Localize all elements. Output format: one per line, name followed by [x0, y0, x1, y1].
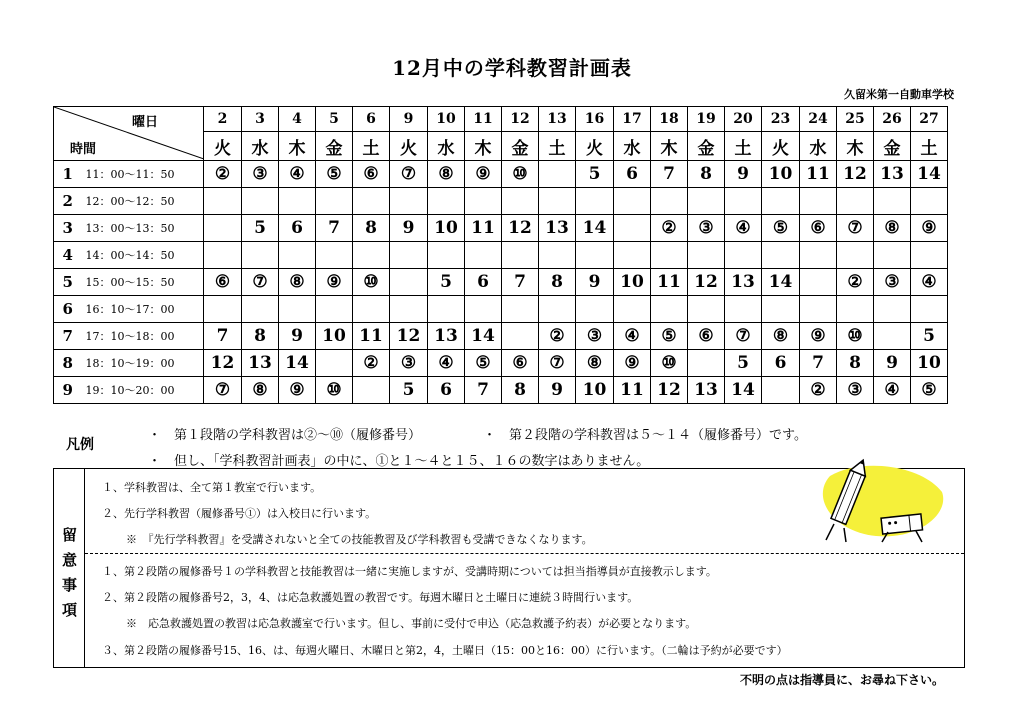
- schedule-cell: 13: [242, 350, 279, 377]
- period-number: 1: [54, 161, 82, 188]
- schedule-cell: [762, 242, 800, 269]
- day-label: 曜日: [132, 115, 159, 130]
- weekday-header: 水: [614, 132, 651, 161]
- schedule-cell: [688, 188, 725, 215]
- weekday-header: 金: [688, 132, 725, 161]
- schedule-cell: [204, 296, 242, 323]
- schedule-cell: 12: [651, 377, 688, 404]
- schedule-cell: [428, 296, 465, 323]
- date-header: 12: [502, 107, 539, 132]
- schedule-cell: ④: [614, 323, 651, 350]
- schedule-cell: 7: [502, 269, 539, 296]
- date-header: 10: [428, 107, 465, 132]
- schedule-cell: ⑦: [539, 350, 576, 377]
- schedule-cell: 9: [874, 350, 911, 377]
- schedule-cell: ⑦: [837, 215, 874, 242]
- schedule-cell: 8: [837, 350, 874, 377]
- schedule-cell: ⑤: [762, 215, 800, 242]
- schedule-cell: [725, 242, 762, 269]
- schedule-cell: [651, 188, 688, 215]
- schedule-cell: 14: [762, 269, 800, 296]
- schedule-cell: [204, 242, 242, 269]
- schedule-cell: 5: [242, 215, 279, 242]
- schedule-cell: [539, 161, 576, 188]
- schedule-cell: ③: [390, 350, 428, 377]
- schedule-cell: ⑧: [428, 161, 465, 188]
- schedule-cell: 13: [539, 215, 576, 242]
- schedule-cell: ④: [874, 377, 911, 404]
- schedule-cell: ⑤: [465, 350, 502, 377]
- page-title: 12月中の学科教習計画表: [392, 56, 632, 80]
- schedule-cell: ⑨: [465, 161, 502, 188]
- schedule-cell: [539, 188, 576, 215]
- weekday-header: 木: [837, 132, 874, 161]
- note-item: ２、先行学科教習（履修番号①）は入校日に行います。: [102, 507, 377, 520]
- period-number: 6: [54, 296, 82, 323]
- schedule-cell: ⑧: [279, 269, 316, 296]
- schedule-cell: 8: [242, 323, 279, 350]
- note-item: ２、第２段階の履修番号2，3，4、は応急救護処置の教習です。毎週木曜日と土曜日に連続３時間行います。: [102, 591, 639, 604]
- period-number: 9: [54, 377, 82, 404]
- date-header: 11: [465, 107, 502, 132]
- schedule-cell: 12: [688, 269, 725, 296]
- schedule-cell: 5: [428, 269, 465, 296]
- period-time: 16：10～17：00: [82, 296, 204, 323]
- schedule-cell: ⑩: [502, 161, 539, 188]
- schedule-cell: 7: [651, 161, 688, 188]
- schedule-cell: 12: [204, 350, 242, 377]
- date-header: 9: [390, 107, 428, 132]
- date-header: 18: [651, 107, 688, 132]
- schedule-cell: ⑦: [390, 161, 428, 188]
- schedule-cell: [688, 350, 725, 377]
- weekday-header: 金: [316, 132, 353, 161]
- schedule-cell: [502, 323, 539, 350]
- schedule-cell: ③: [688, 215, 725, 242]
- schedule-cell: [874, 296, 911, 323]
- schedule-cell: ④: [725, 215, 762, 242]
- schedule-cell: [353, 188, 390, 215]
- period-number: 8: [54, 350, 82, 377]
- period-number: 2: [54, 188, 82, 215]
- weekday-header: 木: [279, 132, 316, 161]
- schedule-cell: [502, 242, 539, 269]
- weekday-header: 水: [428, 132, 465, 161]
- period-time: 17：10～18：00: [82, 323, 204, 350]
- schedule-cell: [539, 296, 576, 323]
- schedule-cell: 13: [688, 377, 725, 404]
- schedule-cell: [837, 296, 874, 323]
- schedule-cell: [242, 188, 279, 215]
- schedule-cell: ⑦: [242, 269, 279, 296]
- weekday-header: 水: [242, 132, 279, 161]
- schedule-cell: 7: [465, 377, 502, 404]
- schedule-cell: 10: [428, 215, 465, 242]
- schedule-cell: ③: [874, 269, 911, 296]
- schedule-cell: [465, 188, 502, 215]
- schedule-cell: ⑥: [688, 323, 725, 350]
- schedule-cell: 14: [725, 377, 762, 404]
- schedule-cell: [465, 242, 502, 269]
- schedule-cell: [911, 188, 948, 215]
- schedule-cell: [800, 188, 837, 215]
- schedule-cell: [279, 188, 316, 215]
- schedule-cell: [204, 188, 242, 215]
- schedule-cell: [576, 188, 614, 215]
- note-item: １、学科教習は、全て第１教室で行います。: [102, 481, 322, 494]
- schedule-cell: [762, 188, 800, 215]
- period-number: 5: [54, 269, 82, 296]
- schedule-cell: 9: [725, 161, 762, 188]
- schedule-cell: [279, 296, 316, 323]
- footer-note: 不明の点は指導員に、お尋ね下さい。: [739, 673, 944, 687]
- weekday-header: 水: [800, 132, 837, 161]
- period-time: 14：00～14：50: [82, 242, 204, 269]
- schedule-cell: 5: [911, 323, 948, 350]
- schedule-cell: 6: [762, 350, 800, 377]
- date-header: 13: [539, 107, 576, 132]
- period-time: 15：00～15：50: [82, 269, 204, 296]
- schedule-cell: [539, 242, 576, 269]
- schedule-cell: 9: [390, 215, 428, 242]
- schedule-cell: ⑧: [576, 350, 614, 377]
- schedule-cell: ⑨: [279, 377, 316, 404]
- schedule-cell: [316, 350, 353, 377]
- period-row: [54, 350, 948, 377]
- legend-note: ・ 但し、「学科教習計画表」の中に、①と１～４と１５、１６の数字はありません。: [148, 454, 650, 469]
- note-item: ※ 応急救護処置の教習は応急救護室で行います。但し、事前に受付で申込（応急救護予約表）が必要となります。: [126, 617, 697, 630]
- schedule-cell: ③: [576, 323, 614, 350]
- schedule-cell: [837, 242, 874, 269]
- date-header: 23: [762, 107, 800, 132]
- schedule-cell: [428, 242, 465, 269]
- weekday-header: 火: [576, 132, 614, 161]
- schedule-cell: ⑥: [800, 215, 837, 242]
- schedule-cell: [204, 215, 242, 242]
- schedule-cell: 10: [576, 377, 614, 404]
- schedule-cell: 10: [614, 269, 651, 296]
- schedule-cell: [688, 296, 725, 323]
- schedule-cell: [874, 242, 911, 269]
- weekday-header: 土: [539, 132, 576, 161]
- period-row: [54, 377, 948, 404]
- date-header: 3: [242, 107, 279, 132]
- schedule-cell: [353, 296, 390, 323]
- schedule-cell: ②: [539, 323, 576, 350]
- period-row: [54, 296, 948, 323]
- schedule-cell: ⑩: [837, 323, 874, 350]
- schedule-cell: [911, 296, 948, 323]
- schedule-cell: ⑦: [725, 323, 762, 350]
- schedule-cell: ⑨: [800, 323, 837, 350]
- period-row: [54, 215, 948, 242]
- legend-stage1: ・ 第１段階の学科教習は②～⑩（履修番号）: [148, 428, 422, 443]
- schedule-cell: [428, 188, 465, 215]
- schedule-cell: 12: [390, 323, 428, 350]
- schedule-cell: [390, 296, 428, 323]
- schedule-cell: [614, 188, 651, 215]
- schedule-cell: [911, 242, 948, 269]
- schedule-cell: [651, 242, 688, 269]
- schedule-cell: ③: [837, 377, 874, 404]
- weekday-header: 火: [390, 132, 428, 161]
- schedule-cell: 14: [465, 323, 502, 350]
- weekday-header: 金: [874, 132, 911, 161]
- pencil-eraser-illustration: [790, 458, 950, 548]
- schedule-cell: [762, 296, 800, 323]
- period-number: 4: [54, 242, 82, 269]
- schedule-cell: 5: [725, 350, 762, 377]
- schedule-cell: ⑧: [762, 323, 800, 350]
- schedule-cell: ⑨: [614, 350, 651, 377]
- schedule-cell: [316, 296, 353, 323]
- schedule-cell: [279, 242, 316, 269]
- schedule-cell: ⑥: [502, 350, 539, 377]
- schedule-cell: [762, 377, 800, 404]
- period-row: [54, 323, 948, 350]
- schedule-cell: ②: [800, 377, 837, 404]
- period-row: [54, 269, 948, 296]
- schedule-cell: [390, 242, 428, 269]
- schedule-cell: ⑩: [651, 350, 688, 377]
- period-time: 18：10～19：00: [82, 350, 204, 377]
- schedule-cell: ⑨: [316, 269, 353, 296]
- schedule-cell: [800, 242, 837, 269]
- schedule-cell: ③: [242, 161, 279, 188]
- schedule-cell: ④: [279, 161, 316, 188]
- schedule-cell: ⑤: [316, 161, 353, 188]
- schedule-cell: [576, 242, 614, 269]
- schedule-cell: ⑧: [242, 377, 279, 404]
- schedule-cell: [800, 296, 837, 323]
- schedule-cell: ④: [911, 269, 948, 296]
- schedule-cell: 11: [651, 269, 688, 296]
- weekday-header: 金: [502, 132, 539, 161]
- schedule-cell: [353, 377, 390, 404]
- schedule-cell: 5: [576, 161, 614, 188]
- schedule-cell: 5: [390, 377, 428, 404]
- schedule-cell: ⑨: [911, 215, 948, 242]
- notes-divider: [85, 553, 964, 554]
- date-header: 6: [353, 107, 390, 132]
- schedule-table: [53, 106, 948, 404]
- schedule-cell: ⑧: [874, 215, 911, 242]
- weekday-header: 木: [651, 132, 688, 161]
- schedule-cell: [725, 296, 762, 323]
- notes-heading-char: 意: [62, 551, 78, 569]
- period-time: 13：00～13：50: [82, 215, 204, 242]
- schedule-cell: [465, 296, 502, 323]
- schedule-cell: [837, 188, 874, 215]
- notes-heading: [54, 469, 85, 667]
- weekday-header: 土: [911, 132, 948, 161]
- schedule-cell: 11: [353, 323, 390, 350]
- schedule-cell: 13: [874, 161, 911, 188]
- schedule-cell: 9: [576, 269, 614, 296]
- period-row: [54, 161, 948, 188]
- schedule-cell: 13: [725, 269, 762, 296]
- header-corner: [54, 107, 204, 161]
- schedule-cell: [316, 188, 353, 215]
- schedule-cell: 7: [800, 350, 837, 377]
- schedule-cell: [390, 269, 428, 296]
- schedule-cell: ②: [204, 161, 242, 188]
- weekday-header: 土: [353, 132, 390, 161]
- schedule-cell: [353, 242, 390, 269]
- schedule-cell: [242, 296, 279, 323]
- period-row: [54, 188, 948, 215]
- time-label: 時間: [70, 142, 97, 157]
- note-item: ※ 『先行学科教習』を受講されないと全ての技能教習及び学科教習も受講できなくなります。: [126, 533, 593, 546]
- schedule-cell: [614, 296, 651, 323]
- schedule-cell: 8: [539, 269, 576, 296]
- schedule-cell: 9: [279, 323, 316, 350]
- schedule-cell: 12: [502, 215, 539, 242]
- schedule-cell: 6: [614, 161, 651, 188]
- schedule-cell: ⑤: [651, 323, 688, 350]
- note-item: １、第２段階の履修番号１の学科教習と技能教習は一緒に実施しますが、受講時期については担当指導員が直接教示します。: [102, 565, 717, 578]
- legend-stage2: ・ 第２段階の学科教習は５～１４（履修番号）です。: [483, 428, 807, 443]
- schedule-cell: 6: [279, 215, 316, 242]
- schedule-cell: 6: [428, 377, 465, 404]
- schedule-cell: 14: [279, 350, 316, 377]
- schedule-cell: 6: [465, 269, 502, 296]
- weekday-header: 木: [465, 132, 502, 161]
- notes-heading-char: 留: [62, 526, 78, 544]
- schedule-cell: ⑦: [204, 377, 242, 404]
- schedule-cell: 9: [539, 377, 576, 404]
- schedule-cell: 7: [204, 323, 242, 350]
- schedule-cell: [390, 188, 428, 215]
- period-number: 3: [54, 215, 82, 242]
- date-header: 19: [688, 107, 725, 132]
- schedule-cell: ②: [837, 269, 874, 296]
- schedule-cell: 10: [316, 323, 353, 350]
- date-header: 25: [837, 107, 874, 132]
- schedule-cell: [502, 296, 539, 323]
- schedule-cell: 12: [837, 161, 874, 188]
- schedule-cell: [614, 215, 651, 242]
- period-time: 12：00～12：50: [82, 188, 204, 215]
- date-header: 24: [800, 107, 837, 132]
- period-number: 7: [54, 323, 82, 350]
- schedule-cell: [316, 242, 353, 269]
- notes-heading-char: 項: [62, 601, 78, 619]
- period-row: [54, 242, 948, 269]
- schedule-cell: 8: [353, 215, 390, 242]
- schedule-cell: [874, 188, 911, 215]
- period-time: 19：10～20：00: [82, 377, 204, 404]
- schedule-cell: 10: [911, 350, 948, 377]
- notes-heading-char: 事: [62, 576, 78, 594]
- schedule-cell: ②: [353, 350, 390, 377]
- schedule-cell: 14: [911, 161, 948, 188]
- schedule-cell: [502, 188, 539, 215]
- schedule-cell: 11: [465, 215, 502, 242]
- date-header: 17: [614, 107, 651, 132]
- schedule-cell: ⑥: [204, 269, 242, 296]
- schedule-cell: [800, 269, 837, 296]
- schedule-cell: ⑤: [911, 377, 948, 404]
- schedule-cell: 7: [316, 215, 353, 242]
- schedule-cell: [874, 323, 911, 350]
- date-header: 16: [576, 107, 614, 132]
- date-header: 5: [316, 107, 353, 132]
- schedule-cell: [651, 296, 688, 323]
- schedule-cell: 10: [762, 161, 800, 188]
- schedule-cell: ⑥: [353, 161, 390, 188]
- legend-label: 凡例: [66, 437, 94, 453]
- schedule-cell: 14: [576, 215, 614, 242]
- date-header: 27: [911, 107, 948, 132]
- schedule-cell: [576, 296, 614, 323]
- schedule-cell: ②: [651, 215, 688, 242]
- schedule-cell: [725, 188, 762, 215]
- weekday-header: 火: [204, 132, 242, 161]
- schedule-cell: ④: [428, 350, 465, 377]
- schedule-cell: 11: [614, 377, 651, 404]
- date-header: 20: [725, 107, 762, 132]
- schedule-cell: 8: [502, 377, 539, 404]
- school-name: 久留米第一自動車学校: [844, 88, 954, 101]
- date-header: 4: [279, 107, 316, 132]
- date-header: 2: [204, 107, 242, 132]
- weekday-header: 火: [762, 132, 800, 161]
- schedule-cell: ⑩: [316, 377, 353, 404]
- schedule-cell: [688, 242, 725, 269]
- schedule-cell: 13: [428, 323, 465, 350]
- schedule-cell: [242, 242, 279, 269]
- schedule-cell: [614, 242, 651, 269]
- schedule-cell: 8: [688, 161, 725, 188]
- weekday-header: 土: [725, 132, 762, 161]
- schedule-cell: ⑩: [353, 269, 390, 296]
- note-item: ３、第２段階の履修番号15、16、は、毎週火曜日、木曜日と第2，4，土曜日（15：00と16：00）に行います。（二輪は予約が必要です）: [102, 644, 788, 657]
- schedule-cell: 11: [800, 161, 837, 188]
- period-time: 11：00～11：50: [82, 161, 204, 188]
- date-header: 26: [874, 107, 911, 132]
